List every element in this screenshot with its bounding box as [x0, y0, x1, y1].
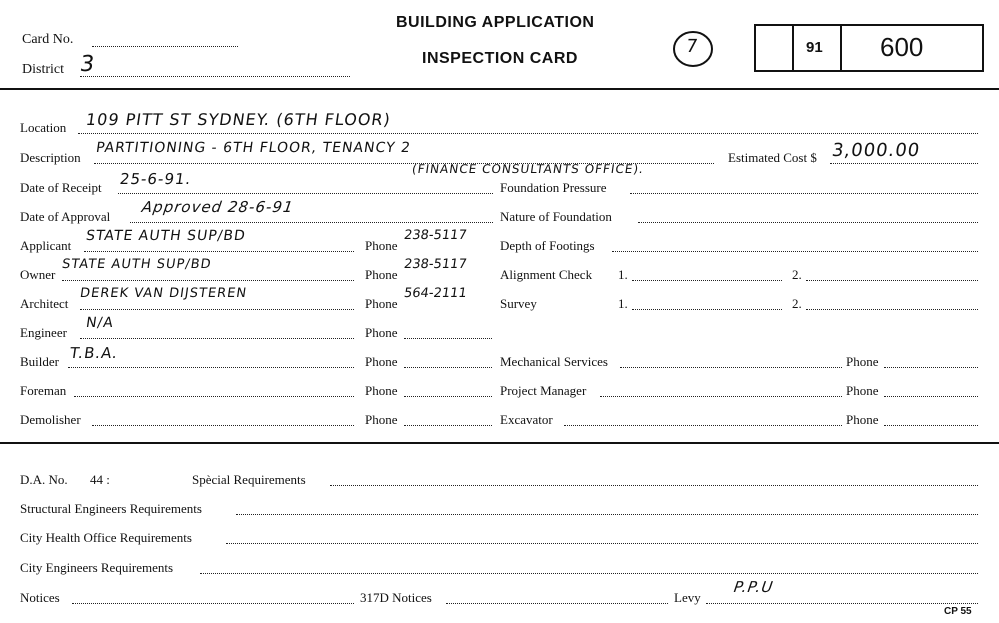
depth-footings-label: Depth of Footings [500, 238, 595, 253]
alignment-label: Alignment Check [500, 267, 593, 282]
description-line [94, 163, 714, 164]
structural-line [236, 514, 978, 515]
estimated-cost-value: 3,000.00 [830, 140, 922, 161]
mechanical-line [620, 367, 842, 368]
notices-line [72, 603, 354, 604]
owner-phone: 238-5117 [402, 257, 468, 272]
circled-number: 7 [684, 36, 700, 57]
project-manager-label: Project Manager [500, 383, 587, 398]
date-receipt-value: 25-6-91. [118, 170, 193, 188]
foundation-pressure-label: Foundation Pressure [500, 180, 607, 195]
project-manager-line [600, 396, 842, 397]
health-line [226, 543, 978, 544]
da-no-label: D.A. No. [20, 472, 68, 487]
project-manager-phone-line [884, 396, 978, 397]
excavator-phone-label: Phone [846, 412, 879, 427]
circled-number-mark [670, 28, 716, 70]
excavator-label: Excavator [500, 412, 553, 427]
da-no-value: 44 : [90, 472, 110, 487]
demolisher-line [92, 425, 354, 426]
box-divider-2 [840, 26, 842, 70]
alignment-1-label: 1. [618, 267, 628, 282]
survey-2-line [806, 309, 978, 310]
card-no-label: Card No. [22, 32, 74, 47]
box-divider-1 [792, 26, 794, 70]
form-code: CP 55 [944, 606, 972, 617]
location-line [78, 133, 978, 134]
structural-label: Structural Engineers Requirements [20, 501, 202, 516]
survey-2-label: 2. [792, 296, 802, 311]
notices-317d-label: 317D Notices [360, 590, 432, 605]
notices-317d-line [446, 603, 668, 604]
engineer-phone-line [404, 338, 492, 339]
survey-label: Survey [500, 296, 537, 311]
location-value: 109 PITT ST SYDNEY. (6TH FLOOR) [84, 110, 393, 129]
card-number: 600 [880, 32, 924, 62]
builder-value: T.B.A. [68, 344, 120, 362]
special-line [330, 485, 978, 486]
demolisher-phone-label: Phone [365, 412, 398, 427]
engineer-line [80, 338, 354, 339]
owner-phone-label: Phone [365, 267, 398, 282]
alignment-1-line [632, 280, 782, 281]
mechanical-phone-label: Phone [846, 354, 879, 369]
card-no-line [92, 46, 238, 47]
mechanical-label: Mechanical Services [500, 354, 608, 369]
special-label: Spècial Requirements [192, 472, 306, 487]
architect-phone: 564-2111 [402, 286, 468, 301]
excavator-phone-line [884, 425, 978, 426]
depth-footings-line [612, 251, 978, 252]
description-label: Description [20, 150, 81, 165]
city-eng-label: City Engineers Requirements [20, 560, 174, 575]
demolisher-phone-line [404, 425, 492, 426]
applicant-label: Applicant [20, 238, 72, 253]
engineer-value: N/A [84, 315, 115, 331]
builder-label: Builder [20, 354, 59, 369]
health-label: City Health Office Requirements [20, 530, 192, 545]
description-value: PARTITIONING - 6TH FLOOR, TENANCY 2 [94, 140, 413, 156]
builder-phone-label: Phone [365, 354, 398, 369]
estimated-cost-label: Estimated Cost $ [728, 150, 817, 165]
date-approval-line [130, 222, 493, 223]
estimated-cost-line [830, 163, 978, 164]
notices-label: Notices [20, 590, 60, 605]
levy-line [706, 603, 978, 604]
city-eng-line [200, 573, 978, 574]
description-value2: (FINANCE CONSULTANTS OFFICE). [411, 162, 645, 176]
builder-line [68, 367, 354, 368]
survey-1-line [632, 309, 782, 310]
applicant-value: STATE AUTH SUP/BD [84, 228, 247, 244]
title-line2: INSPECTION CARD [422, 50, 578, 67]
foreman-label: Foreman [20, 383, 67, 398]
nature-foundation-line [638, 222, 978, 223]
box-number: 91 [806, 39, 823, 56]
mechanical-phone-line [884, 367, 978, 368]
levy-label: Levy [674, 590, 701, 605]
nature-foundation-label: Nature of Foundation [500, 209, 612, 224]
middle-divider [0, 442, 999, 444]
district-line [80, 76, 350, 77]
owner-label: Owner [20, 267, 56, 282]
location-label: Location [20, 120, 67, 135]
demolisher-label: Demolisher [20, 412, 81, 427]
levy-value: P.P.U [732, 578, 775, 596]
excavator-line [564, 425, 842, 426]
district-value: 3 [78, 52, 97, 77]
date-approval-value: Approved 28-6-91 [140, 198, 295, 216]
project-manager-phone-label: Phone [846, 383, 879, 398]
date-receipt-line [118, 193, 493, 194]
district-label: District [22, 62, 64, 77]
applicant-phone: 238-5117 [402, 228, 468, 243]
foundation-pressure-line [630, 193, 978, 194]
date-approval-label: Date of Approval [20, 209, 111, 224]
architect-value: DEREK VAN DIJSTEREN [78, 286, 249, 301]
applicant-phone-label: Phone [365, 238, 398, 253]
foreman-phone-label: Phone [365, 383, 398, 398]
card-number-box [754, 24, 984, 72]
foreman-phone-line [404, 396, 492, 397]
builder-phone-line [404, 367, 492, 368]
survey-1-label: 1. [618, 296, 628, 311]
architect-line [80, 309, 354, 310]
foreman-line [74, 396, 354, 397]
architect-phone-label: Phone [365, 296, 398, 311]
architect-label: Architect [20, 296, 69, 311]
alignment-2-line [806, 280, 978, 281]
alignment-2-label: 2. [792, 267, 802, 282]
owner-line [62, 280, 354, 281]
date-receipt-label: Date of Receipt [20, 180, 102, 195]
applicant-line [84, 251, 354, 252]
owner-value: STATE AUTH SUP/BD [60, 257, 213, 272]
engineer-phone-label: Phone [365, 325, 398, 340]
top-divider [0, 88, 999, 90]
engineer-label: Engineer [20, 325, 67, 340]
title-line1: BUILDING APPLICATION [396, 14, 595, 31]
